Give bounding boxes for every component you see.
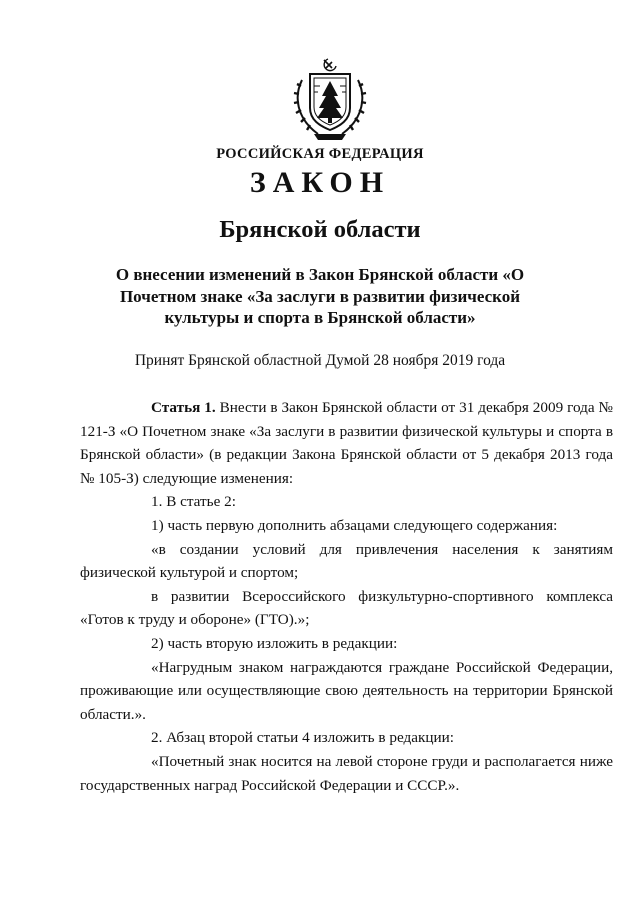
article-2-heading: 1. В статье 2: xyxy=(151,493,236,511)
quote-3: «Нагрудным знаком награждаются граждане Российской Федерации, проживающие или осуществляющие свою деятельность на территории Брянской области.». xyxy=(80,658,613,723)
article-1-label: Статья 1. xyxy=(151,399,216,416)
part-2-instruction: 2) часть вторую изложить в редакции: xyxy=(151,634,398,652)
article-4-heading: 2. Абзац второй статьи 4 изложить в редакции: xyxy=(151,729,454,747)
law-body xyxy=(80,396,613,797)
article-1-text: Внести в Закон Брянской области от 31 декабря 2009 года № 121-З «О Почетном знаке «За заслуги в развитии физической культуры и спорта в Брянской области» (в редакции Закона Брянской области от 5 декабря 2013 года № 105-З) следующие изменения: xyxy=(80,399,613,487)
adoption-note: Принят Брянской областной Думой 28 ноября 2019 года xyxy=(134,352,506,369)
region-heading: Брянской области xyxy=(219,216,421,243)
quote-2: в развитии Всероссийского физкультурно-спортивного комплекса «Готов к труду и обороне» (ГТО).»; xyxy=(80,587,613,629)
quote-4: «Почетный знак носится на левой стороне груди и располагается ниже государственных наград Российской Федерации и СССР.». xyxy=(80,752,613,794)
bryansk-coat-of-arms-icon xyxy=(292,56,368,142)
law-title: О внесении изменений в Закон Брянской области «О Почетном знаке «За заслуги в развитии физической культуры и спорта в Брянской области» xyxy=(115,265,525,327)
country-header: РОССИЙСКАЯ ФЕДЕРАЦИЯ xyxy=(216,146,424,162)
document-type-heading: ЗАКОН xyxy=(249,166,391,199)
article-1-paragraph xyxy=(80,396,613,490)
part-1-instruction: 1) часть первую дополнить абзацами следующего содержания: xyxy=(151,516,558,534)
quote-1: «в создании условий для привлечения населения к занятиям физической культурой и спортом; xyxy=(80,540,613,582)
